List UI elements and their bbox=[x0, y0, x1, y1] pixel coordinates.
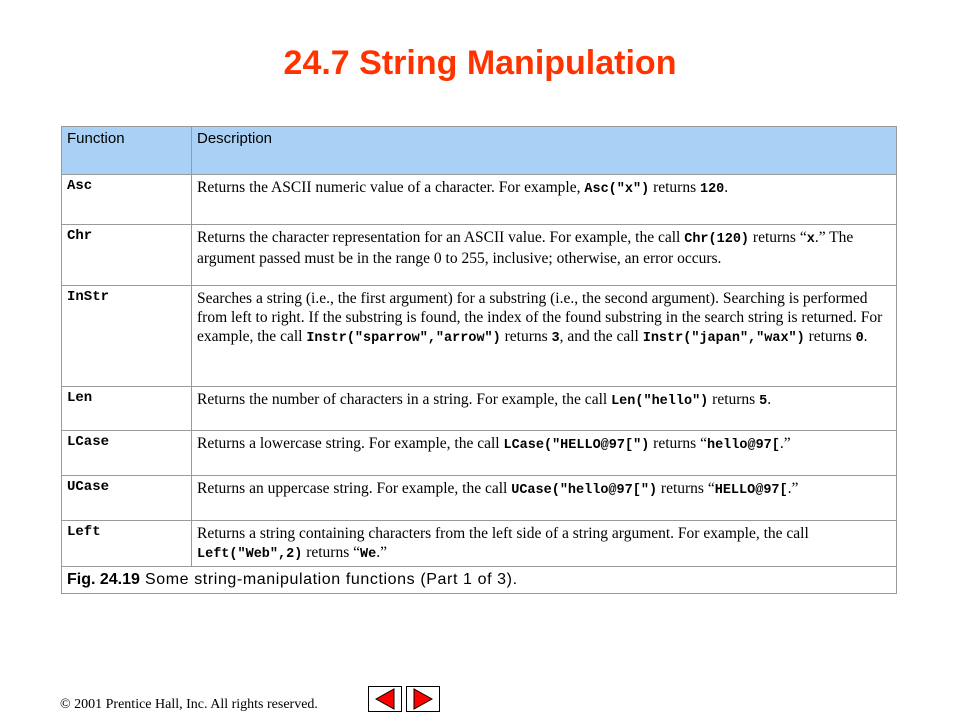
code-snippet: Instr("sparrow","arrow") bbox=[306, 331, 501, 346]
code-snippet: UCase("hello@97[") bbox=[511, 483, 658, 498]
right-arrow-icon bbox=[406, 686, 440, 712]
description-text: .” bbox=[376, 544, 387, 561]
description-text: .” bbox=[779, 435, 791, 452]
table-row bbox=[62, 175, 897, 225]
code-snippet: 120 bbox=[699, 182, 725, 197]
code-snippet: Instr("japan","wax") bbox=[642, 331, 805, 346]
description-text: returns bbox=[804, 328, 856, 345]
function-description-cell bbox=[192, 476, 897, 521]
table-row bbox=[62, 431, 897, 476]
code-snippet: Len("hello") bbox=[611, 394, 709, 409]
description-text: . bbox=[724, 179, 729, 196]
code-snippet: x bbox=[806, 232, 815, 247]
function-description-cell bbox=[192, 387, 897, 431]
code-snippet: We bbox=[360, 547, 377, 562]
description-text: Returns the number of characters in a string. For example, the call bbox=[197, 391, 612, 408]
table-row bbox=[62, 476, 897, 521]
description-text: returns “ bbox=[649, 435, 707, 452]
description-text: , and the call bbox=[559, 328, 643, 345]
header-function: Function bbox=[62, 127, 192, 175]
code-snippet: 3 bbox=[551, 331, 560, 346]
function-name-cell: UCase bbox=[62, 476, 192, 521]
function-description-cell bbox=[192, 225, 897, 286]
code-snippet: 5 bbox=[759, 394, 768, 409]
description-text: .” bbox=[787, 480, 799, 497]
description-text: Returns an uppercase string. For example, the call bbox=[197, 480, 512, 497]
table-row bbox=[62, 387, 897, 431]
description-text: Returns the character representation for an ASCII value. For example, the call bbox=[197, 229, 685, 246]
code-snippet: hello@97[ bbox=[706, 438, 780, 453]
description-text: Returns the ASCII numeric value of a character. For example, bbox=[197, 179, 585, 196]
left-arrow-icon bbox=[368, 686, 402, 712]
description-text: returns “ bbox=[302, 544, 360, 561]
function-description-cell bbox=[192, 521, 897, 567]
description-text: . bbox=[863, 328, 868, 345]
function-name-cell: Left bbox=[62, 521, 192, 567]
code-snippet: LCase("HELLO@97[") bbox=[503, 438, 650, 453]
function-description-cell bbox=[192, 431, 897, 476]
header-description: Description bbox=[192, 127, 897, 175]
next-slide-button[interactable] bbox=[406, 686, 440, 712]
function-name-cell: LCase bbox=[62, 431, 192, 476]
description-text: returns “ bbox=[749, 229, 807, 246]
copyright-footer: © 2001 Prentice Hall, Inc. All rights reserved. bbox=[60, 697, 318, 712]
slide-title: 24.7 String Manipulation bbox=[283, 44, 677, 82]
figure-caption bbox=[62, 567, 897, 594]
previous-slide-button[interactable] bbox=[368, 686, 402, 712]
description-text: returns bbox=[500, 328, 552, 345]
description-text: Returns a lowercase string. For example, the call bbox=[197, 435, 504, 452]
table-row bbox=[62, 286, 897, 387]
table-header-row bbox=[62, 127, 897, 175]
function-table bbox=[61, 126, 897, 594]
description-text: Searches a string (i.e., the first argument) for a substring (i.e., the second argument). Searching is performed from left to right. If the substring is found, the index of the found substring in the search string is returned. For example, the call bbox=[197, 290, 883, 345]
figure-caption-text: Some string-manipulation functions (Part 1 of 3). bbox=[144, 571, 518, 588]
code-snippet: HELLO@97[ bbox=[714, 483, 788, 498]
function-description-cell bbox=[192, 175, 897, 225]
description-text: returns bbox=[649, 179, 700, 196]
function-name-cell: InStr bbox=[62, 286, 192, 387]
code-snippet: Left("Web",2) bbox=[197, 547, 303, 562]
code-snippet: Asc("x") bbox=[584, 182, 650, 197]
code-snippet: 0 bbox=[855, 331, 864, 346]
description-text: . bbox=[767, 391, 772, 408]
table-row bbox=[62, 225, 897, 286]
figure-label: Fig. 24.19 bbox=[67, 571, 140, 588]
function-name-cell: Asc bbox=[62, 175, 192, 225]
function-name-cell: Chr bbox=[62, 225, 192, 286]
description-text: returns “ bbox=[657, 480, 715, 497]
code-snippet: Chr(120) bbox=[684, 232, 750, 247]
description-text: returns bbox=[708, 391, 760, 408]
description-text: .” The argument passed must be in the range 0 to 255, inclusive; otherwise, an error occurs. bbox=[197, 229, 854, 267]
function-name-cell: Len bbox=[62, 387, 192, 431]
function-description-cell bbox=[192, 286, 897, 387]
table-row bbox=[62, 521, 897, 567]
description-text: Returns a string containing characters from the left side of a string argument. For example, the call bbox=[197, 525, 809, 542]
caption-row bbox=[62, 567, 897, 594]
